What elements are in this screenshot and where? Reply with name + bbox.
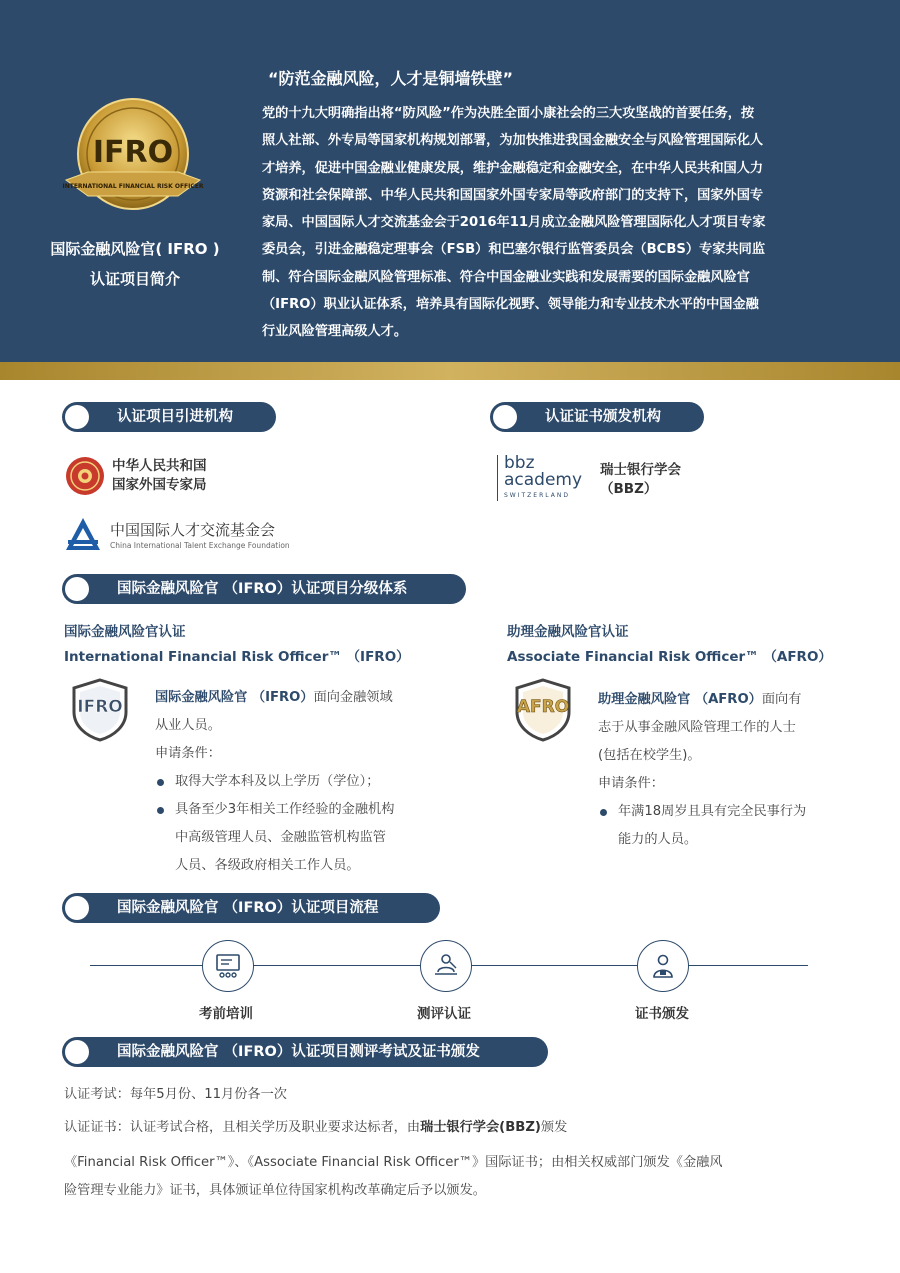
hero-line: 资源和社会保障部、中华人民共和国国家外国专家局等政府部门的支持下，国家外国专 [262, 187, 764, 203]
exam-cert-issuer: 瑞士银行学会(BBZ) [420, 1120, 541, 1135]
hero-quote: “防范金融风险，人才是铜墙铁壁” [268, 69, 514, 88]
ifro-title-cn: 国际金融风险官认证 [64, 624, 186, 640]
ifro-req2-line2: 中高级管理人员、金融监管机构监管 [175, 830, 386, 845]
hero-line: 照人社部、外专局等国家机构规划部署，为加快推进我国金融安全与风险管理国际化人 [262, 133, 764, 149]
list-item [155, 796, 445, 880]
afro-title-cn: 助理金融风险官认证 [507, 624, 629, 640]
bbz-logo [497, 455, 594, 501]
hero-line: 委员会，引进金融稳定理事会（FSB）和巴塞尔银行监管委员会（BCBS）专家共同监 [262, 242, 766, 258]
section-title: 认证证书颁发机构 [545, 409, 661, 425]
safea-name-line2: 国家外国专家局 [112, 477, 207, 493]
cite-logo-icon [64, 516, 102, 552]
ifro-desc-bold: 国际金融风险官 （IFRO） [155, 690, 314, 705]
bullet-dot-icon [493, 405, 517, 429]
section-title: 认证项目引进机构 [117, 409, 233, 425]
section-header-levels [62, 574, 466, 604]
bbz-logo-line3: SWITZERLAND [504, 492, 570, 499]
hero-line: （IFRO）职业认证体系，培养具有国际化视野、领导能力和专业技术水平的中国金融 [262, 297, 759, 313]
program-title [20, 234, 250, 294]
afro-req1-line2: 能力的人员。 [618, 832, 698, 847]
exam-person-icon [432, 952, 460, 980]
hero-paragraph [262, 100, 842, 346]
bullet-dot-icon [65, 577, 89, 601]
hero-line: 才培养，促进中国金融业健康发展，维护金融稳定和金融安全，在中华人民共和国人力 [262, 160, 764, 176]
bbz-name [600, 461, 681, 499]
bbz-name-line1: 瑞士银行学会 [600, 462, 681, 478]
section-header-intro-org [62, 402, 276, 432]
flow-label-assessment: 测评认证 [417, 1006, 471, 1022]
exam-cert-detail-line1: 《Financial Risk Officer™》、《Associate Financial Risk Officer™》国际证书；由相关权威部门颁发《金融风 [64, 1155, 723, 1170]
flow-label-training: 考前培训 [199, 1006, 253, 1022]
safea-name [112, 457, 207, 495]
afro-desc-line2: 志于从事金融风险管理工作的人士 [598, 720, 796, 735]
program-title-line2: 认证项目简介 [89, 270, 180, 288]
exam-certificate-line [64, 1113, 567, 1143]
certificate-person-icon [649, 952, 677, 980]
list-item: 取得大学本科及以上学历（学位）； [155, 768, 445, 796]
afro-title [507, 620, 832, 670]
bullet-dot-icon [65, 405, 89, 429]
hero-line: 行业风险管理高级人才。 [262, 324, 408, 340]
hero-line: 家局、中国国际人才交流基金会于2016年11月成立金融风险管理国际化人才项目专家 [262, 215, 766, 231]
ifro-shield-text: IFRO [77, 697, 123, 717]
bbz-logo-line2: academy [504, 470, 583, 490]
ifro-req-label: 申请条件： [155, 746, 221, 761]
hero-line: 制、符合国际金融风险管理标准、符合中国金融业实践和发展需要的国际金融风险官 [262, 269, 750, 285]
gold-divider [0, 362, 900, 380]
afro-shield-icon [513, 678, 573, 742]
bullet-dot-icon [65, 1040, 89, 1064]
bullet-dot-icon [65, 896, 89, 920]
section-header-process [62, 893, 440, 923]
afro-desc-bold: 助理金融风险官 （AFRO） [598, 692, 762, 707]
ifro-title [64, 620, 410, 670]
afro-desc-line3: (包括在校学生)。 [598, 748, 701, 763]
section-header-cert-org [490, 402, 704, 432]
section-header-exam [62, 1037, 548, 1067]
safea-emblem-icon [65, 456, 105, 496]
ifro-title-en: International Financial Risk Officer™ （IFRO） [64, 649, 410, 665]
exam-cert-text-a: 认证证书：认证考试合格，且相关学历及职业要求达标者，由 [64, 1120, 421, 1135]
bbz-logo-line1: bbz [504, 453, 535, 473]
ifro-description [155, 684, 445, 880]
badge-ribbon: INTERNATIONAL FINANCIAL RISK OFFICER [62, 183, 204, 190]
training-board-icon [214, 952, 242, 980]
badge-text: IFRO [92, 135, 174, 170]
bbz-name-line2: （BBZ） [600, 481, 658, 497]
afro-req1-line1: 年满18周岁且具有完全民事行为 [618, 804, 807, 819]
flow-step-certificate [637, 940, 689, 992]
afro-desc-rest: 面向有 [761, 692, 802, 707]
afro-shield-text: AFRO [516, 697, 570, 717]
program-title-line1: 国际金融风险官( IFRO ) [50, 240, 220, 258]
ifro-shield-icon [70, 678, 130, 742]
exam-cert-text-c: 颁发 [540, 1120, 568, 1135]
afro-title-en: Associate Financial Risk Officer™ （AFRO） [507, 649, 832, 665]
safea-name-line1: 中华人民共和国 [112, 458, 207, 474]
section-title: 国际金融风险官 （IFRO）认证项目测评考试及证书颁发 [117, 1044, 480, 1060]
afro-req-label: 申请条件： [598, 776, 664, 791]
exam-schedule: 认证考试：每年5月份、11月份各一次 [64, 1087, 287, 1102]
flow-label-certificate: 证书颁发 [635, 1006, 689, 1022]
section-title: 国际金融风险官 （IFRO）认证项目流程 [117, 900, 379, 916]
ifro-req2-line3: 人员、各级政府相关工作人员。 [175, 858, 360, 873]
ifro-desc-line2: 从业人员。 [155, 718, 221, 733]
afro-description [598, 686, 848, 854]
flow-step-assessment [420, 940, 472, 992]
flow-step-training [202, 940, 254, 992]
ifro-desc-rest: 面向金融领域 [313, 690, 393, 705]
cite-name-cn: 中国国际人才交流基金会 [110, 521, 276, 539]
section-title: 国际金融风险官 （IFRO）认证项目分级体系 [117, 581, 408, 597]
list-item [598, 798, 848, 854]
ifro-req2-line1: 具备至少3年相关工作经验的金融机构 [175, 802, 395, 817]
cite-name-en: China International Talent Exchange Foundation [110, 541, 290, 550]
ifro-badge-logo [58, 96, 208, 220]
hero-line: 党的十九大明确指出将“防风险”作为决胜全面小康社会的三大攻坚战的首要任务，按 [262, 106, 755, 121]
exam-cert-detail-line2: 险管理专业能力》证书，具体颁证单位待国家机构改革确定后予以颁发。 [64, 1183, 486, 1198]
